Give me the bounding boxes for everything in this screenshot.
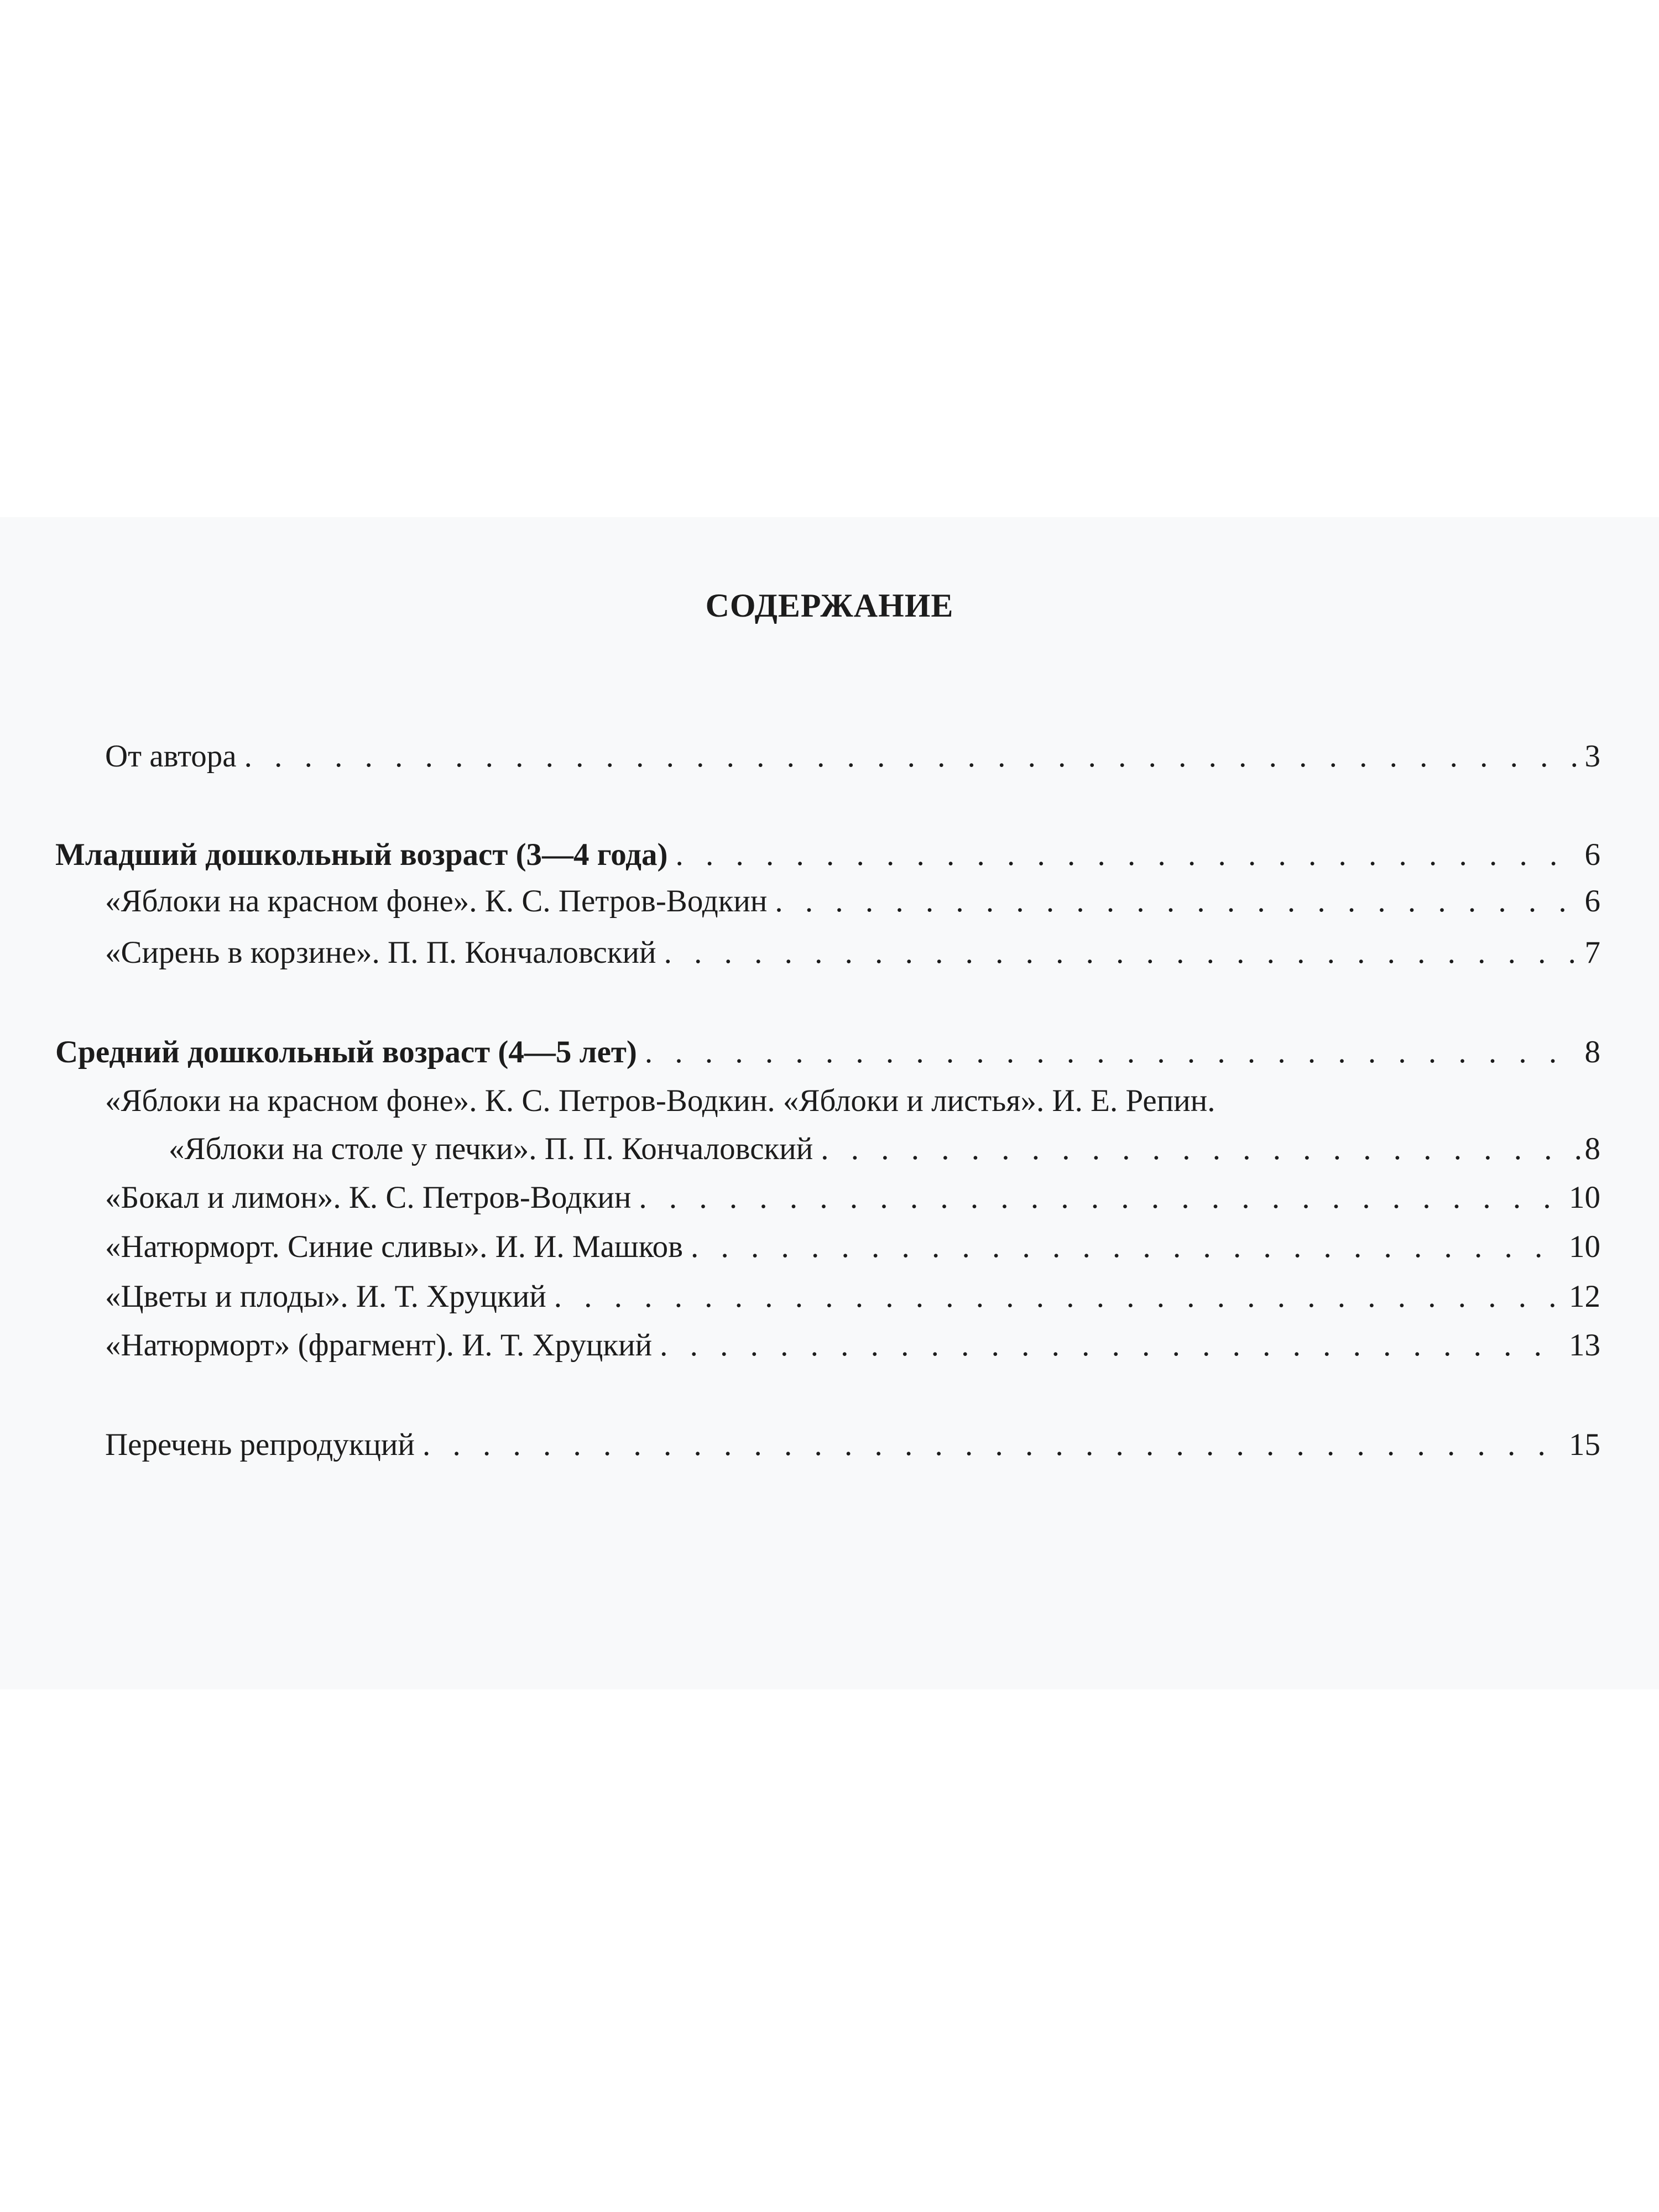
leader-dots — [664, 935, 1580, 971]
toc-page-number: 6 — [1584, 884, 1600, 919]
toc-entry-author — [105, 738, 1600, 775]
toc-entry-text: «Сирень в корзине». П. П. Кончаловский — [105, 935, 656, 970]
leader-dots — [645, 1034, 1580, 1071]
leader-dots — [660, 1327, 1564, 1364]
toc-page-number: 3 — [1584, 739, 1600, 774]
toc-entry-text: «Бокал и лимон». К. С. Петров-Водкин — [105, 1180, 632, 1215]
toc-page-number: 8 — [1584, 1131, 1600, 1166]
toc-page-number: 15 — [1569, 1427, 1600, 1462]
toc-page-number: 10 — [1569, 1229, 1600, 1264]
toc-section-heading: Средний дошкольный возраст (4—5 лет) — [55, 1035, 637, 1070]
toc-entry-text: От автора — [105, 739, 237, 774]
leader-dots — [691, 1229, 1564, 1265]
leader-dots — [821, 1131, 1580, 1167]
toc-entry-text: «Яблоки на красном фоне». К. С. Петров-Водкин — [105, 884, 768, 919]
toc-page-number: 10 — [1569, 1180, 1600, 1215]
leader-dots — [554, 1279, 1564, 1315]
toc-entry-multiline-second — [169, 1131, 1600, 1167]
toc-entry-text: «Натюрморт» (фрагмент). И. Т. Хруцкий — [105, 1328, 653, 1363]
leader-dots — [675, 837, 1580, 873]
toc-page-number: 8 — [1584, 1035, 1600, 1070]
leader-dots — [639, 1180, 1564, 1216]
toc-entry — [105, 883, 1600, 920]
toc-page-number: 7 — [1584, 935, 1600, 970]
leader-dots — [775, 883, 1580, 920]
toc-entry — [105, 1180, 1600, 1216]
toc-entry-reproductions — [105, 1427, 1600, 1463]
toc-entry-text: «Цветы и плоды». И. Т. Хруцкий — [105, 1279, 546, 1314]
toc-section-junior — [55, 837, 1600, 873]
toc-page-number: 12 — [1569, 1279, 1600, 1314]
toc-entry — [105, 1229, 1600, 1265]
toc-title: СОДЕРЖАНИЕ — [705, 587, 954, 624]
leader-dots — [422, 1427, 1564, 1463]
leader-dots — [244, 738, 1580, 775]
toc-page-number: 13 — [1569, 1328, 1600, 1363]
toc-entry — [105, 935, 1600, 971]
toc-entry — [105, 1279, 1600, 1315]
toc-entry-multiline-first: «Яблоки на красном фоне». К. С. Петров-Водкин. «Яблоки и листья». И. Е. Репин. — [105, 1083, 1215, 1118]
toc-entry — [105, 1327, 1600, 1364]
toc-section-middle — [55, 1034, 1600, 1071]
toc-entry-text: «Натюрморт. Синие сливы». И. И. Машков — [105, 1229, 684, 1264]
toc-page-number: 6 — [1584, 837, 1600, 872]
toc-section-heading: Младший дошкольный возраст (3—4 года) — [55, 837, 668, 872]
toc-entry-text: «Яблоки на столе у печки». П. П. Кончаловский — [169, 1131, 813, 1166]
toc-entry-text: Перечень репродукций — [105, 1427, 415, 1462]
